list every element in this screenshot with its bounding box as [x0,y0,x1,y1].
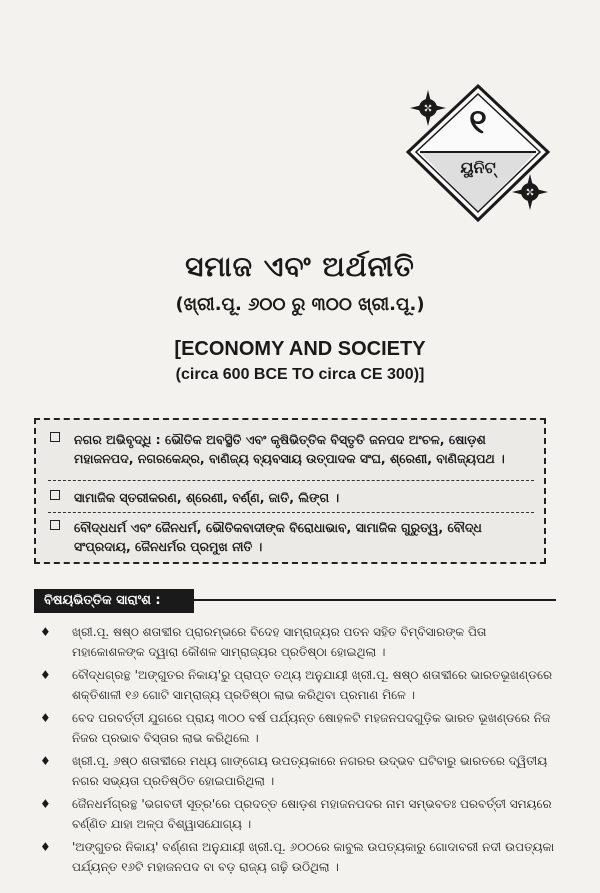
topics-box [34,418,546,564]
summary-item: ♦ ଜୈନଧର୍ମଗ୍ରନ୍ଥ 'ଭଗବତୀ ସୂତ୍ର'ରେ ପ୍ରଦତ୍ତ ଷୋଡ଼ଶ ମହାଜନପଦର ନାମ ସମ୍ଭବତଃ ପରବର୍ତ୍ତୀ ସମୟରେ ବର୍ଣ୍ଣିତ ଯାହା ଅଳ୍ପ ବିଶ୍ୱାସଯୋଗ୍ୟ । [40,794,560,834]
summary-heading-rule [194,599,556,601]
summary-item: ♦ ବେଦ ପରବର୍ତ୍ତୀ ଯୁଗରେ ପ୍ରାୟ ୩୦୦ ବର୍ଷ ପର୍ଯ୍ୟନ୍ତ ଷୋହଳଟି ମହଜନପଦଗୁଡ଼ିକ ଭାରତ ଭୂଖଣ୍ଡରେ ନିଜ ନିଜର ପ୍ରଭାବ ବିସ୍ତାର ଲାଭ କରିଥିଲେ । [40,708,560,748]
diamond-bullet-icon: ♦ [40,840,51,854]
checkbox-bullet-icon [50,490,60,500]
diamond-bullet-icon: ♦ [40,668,51,682]
summary-item: ♦ ଖ୍ରୀ.ପୂ. ୬ଷ୍ଠ ଶତାବ୍ଦୀରେ ମଧ୍ୟ ଗାଙ୍ଗେୟ ଉପତ୍ୟକାରେ ନଗରର ଉଦ୍ଭବ ଘଟିବାରୁ ଭାରତରେ ଦ୍ୱିତୀୟ ନଗର ସଭ୍ୟତା ପ୍ରତିଷ୍ଠିତ ହୋଇପାରିଥିଲା । [40,751,560,791]
topic-item: ସାମାଜିକ ସ୍ତରୀକରଣ, ଶ୍ରେଣୀ, ବର୍ଣ୍ଣ, ଜାତି, ଲିଙ୍ଗ । [50,488,540,507]
topic-item: ବୌଦ୍ଧଧର୍ମ ଏବଂ ଜୈନଧର୍ମ, ଭୌତିକବାଦୀଙ୍କ ବିରୋଧାଭାବ, ସାମାଜିକ ଗୁରୁତ୍ୱ, ବୌଦ୍ଧ ସଂପ୍ରଦାୟ, ଜୈନଧର୍ମର ପ୍ରମୁଖ ନୀତି । [50,518,540,556]
chapter-subtitle-english: (circa 600 BCE TO circa CE 300)] [175,366,425,383]
chapter-title-odia: ସମାଜ ଏବଂ ଅର୍ଥନୀତି [185,250,415,283]
checkbox-bullet-icon [50,432,60,442]
topic-item: ନଗର ଅଭିବୃଦ୍ଧି : ଭୌତିକ ଅବସ୍ଥିତି ଏବଂ କୃଷିଭିତ୍ତିକ ବିସ୍ତୃତି ଜନପଦ ଅଂଚଳ, ଷୋଡ଼ଶ ମହାଜନପଦ, ନଗରକେନ୍ଦ୍ର, ବାଣିଜ୍ୟ ବ୍ୟବସାୟ ଉତ୍ପାଦକ ସଂଘ, ଶ୍ରେଣୀ, ବାଣିଜ୍ୟପଥ । [50,430,540,468]
diamond-bullet-icon: ♦ [40,625,51,639]
checkbox-bullet-icon [50,520,60,530]
unit-emblem [398,80,558,230]
diamond-bullet-icon: ♦ [40,711,51,725]
unit-number: ୧ [469,102,487,142]
summary-item: ♦ 'ଅଙ୍ଗୁତର ନିକାୟ' ବର୍ଣ୍ଣନା ଅନୁଯାୟୀ ଖ୍ରୀ.ପୂ. ୬୦୦ରେ କାବୁଲ ଉପତ୍ୟକାରୁ ଗୋଦାବରୀ ନଦୀ ଉପତ୍ୟକା ପର୍ଯ୍ୟନ୍ତ ୧୬ଟି ମହାଜନପଦ ବା ବଡ଼ ରାଜ୍ୟ ଗଢ଼ି ଉଠିଥିଲା । [40,837,560,877]
chapter-title-english: [ECONOMY AND SOCIETY [174,338,426,360]
unit-label: ୟୁନିଟ୍ [460,158,496,177]
diamond-bullet-icon: ♦ [40,797,51,811]
chapter-subtitle-odia: (ଖ୍ରୀ.ପୂ. ୬୦୦ ରୁ ୩୦୦ ଖ୍ରୀ.ପୂ.) [175,294,425,315]
summary-item: ♦ ବୌଦ୍ଧଗ୍ରନ୍ଥ 'ଅଙ୍ଗୁତର ନିକାୟ'ରୁ ପ୍ରାପ୍ତ ତଥ୍ୟ ଅନୁଯାୟୀ ଖ୍ରୀ.ପୂ. ଷଷ୍ଠ ଶତାବ୍ଦୀରେ ଭାରତଭୂଖଣ୍ଡରେ ଶକ୍ତିଶାଳୀ ୧୬ ଗୋଟି ସାମ୍ରାଜ୍ୟ ପ୍ରତିଷ୍ଠା ଲାଭ କରିଥିବା ପ୍ରମାଣ ମିଳେ । [40,665,560,705]
summary-heading: ବିଷୟଭିତ୍ତିକ ସାରାଂଶ : [34,589,194,613]
topic-divider [48,480,534,481]
topic-divider [48,512,534,513]
summary-item: ♦ ଖ୍ରୀ.ପୂ. ଷଷ୍ଠ ଶତାବ୍ଦୀର ପ୍ରାରମ୍ଭରେ ବିଦେହ ସାମ୍ରାଜ୍ୟର ପତନ ସହିତ ବିମ୍ବିସାରଙ୍କ ପିତା ମହାକୋଶଳଙ୍କ ଦ୍ୱାରା କୌଶଳ ସାମ୍ରାଜ୍ୟର ପ୍ରତିଷ୍ଠା ହୋଇଥିଲା । [40,622,560,662]
diamond-bullet-icon: ♦ [40,754,51,768]
